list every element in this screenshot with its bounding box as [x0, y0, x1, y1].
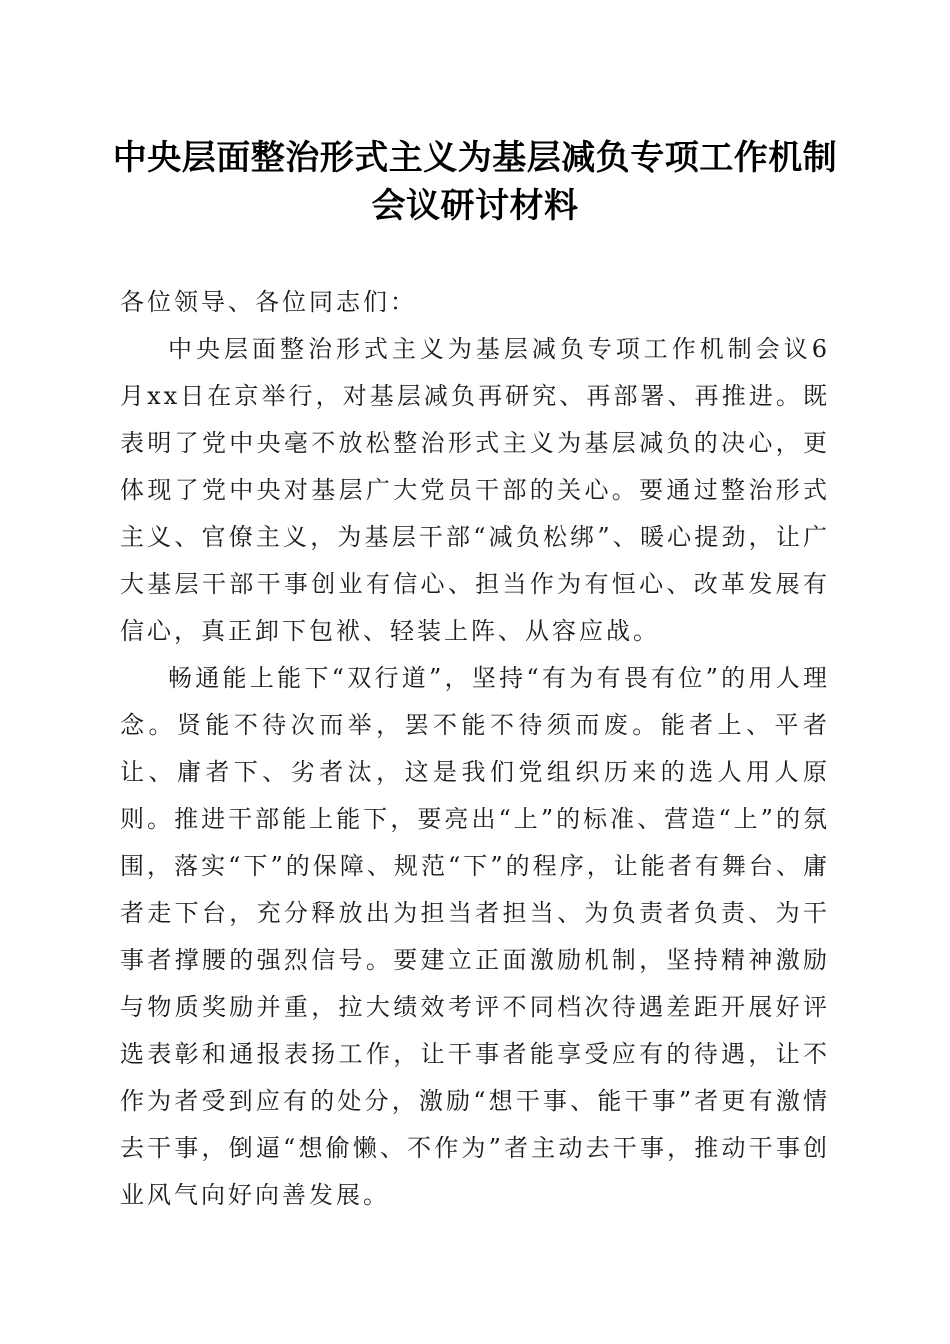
- greeting: 各位领导、各位同志们：: [120, 288, 417, 316]
- document-body: [120, 279, 830, 1219]
- paragraph-1: 中央层面整治形式主义为基层减负专项工作机制会议6月xx日在京举行，对基层减负再研究、再部署、再推进。既表明了党中央毫不放松整治形式主义为基层减负的决心，更体现了党中央对基层广大党员干部的关心。要通过整治形式主义、官僚主义，为基层干部“减负松绑”、暖心提劲，让广大基层干部干事创业有信心、担当作为有恒心、改革发展有信心，真正卸下包袱、轻装上阵、从容应战。: [120, 335, 830, 645]
- paragraph-2: 畅通能上能下“双行道”，坚持“有为有畏有位”的用人理念。贤能不待次而举，罢不能不待须而废。能者上、平者让、庸者下、劣者汰，这是我们党组织历来的选人用人原则。推进干部能上能下，要亮出“上”的标准、营造“上”的氛围，落实“下”的保障、规范“下”的程序，让能者有舞台、庸者走下台，充分释放出为担当者担当、为负责者负责、为干事者撑腰的强烈信号。要建立正面激励机制，坚持精神激励与物质奖励并重，拉大绩效考评不同档次待遇差距开展好评选表彰和通报表扬工作，让干事者能享受应有的待遇，让不作为者受到应有的处分，激励“想干事、能干事”者更有激情去干事，倒逼“想偷懒、不作为”者主动去干事，推动干事创业风气向好向善发展。: [120, 664, 830, 1209]
- document-title: 中央层面整治形式主义为基层减负专项工作机制会议研讨材料: [112, 138, 838, 226]
